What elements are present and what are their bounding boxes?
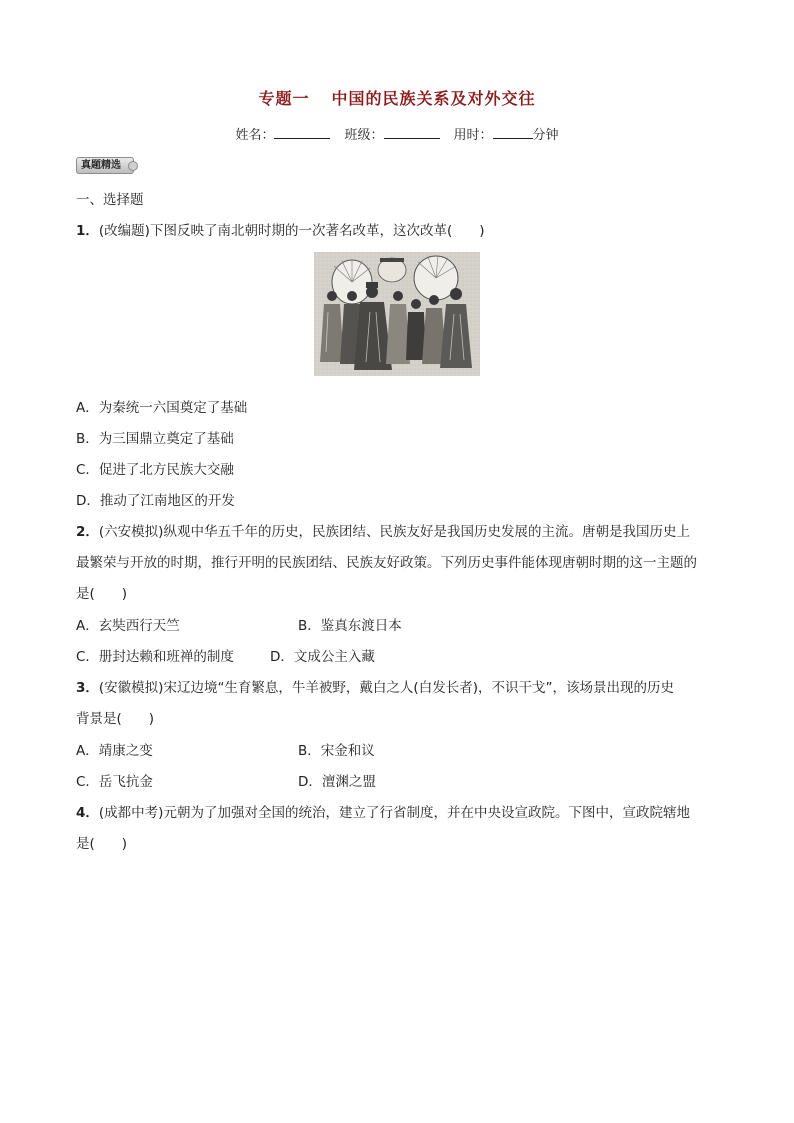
question-2-option-c[interactable]: C．册封达赖和班禅的制度 <box>76 649 234 665</box>
question-2-option-d[interactable]: D．文成公主入藏 <box>270 649 375 665</box>
question-3-option-d[interactable]: D．澶渊之盟 <box>298 774 376 790</box>
question-2-option-a[interactable]: A．玄奘西行天竺 <box>76 618 180 634</box>
time-label: 用时： <box>453 128 493 143</box>
question-1-option-a[interactable]: A．为秦统一六国奠定了基础 <box>76 400 248 416</box>
question-1-option-c[interactable]: C．促进了北方民族大交融 <box>76 462 234 478</box>
question-1-stem <box>76 219 484 239</box>
student-info-row <box>0 124 794 143</box>
question-1-number: 1． <box>76 223 99 239</box>
question-1-option-b[interactable]: B．为三国鼎立奠定了基础 <box>76 431 234 447</box>
time-unit: 分钟 <box>532 128 559 143</box>
name-blank[interactable] <box>274 126 330 139</box>
question-1-line-1: (改编题)下图反映了南北朝时期的一次著名改革，这次改革( ) <box>98 223 485 239</box>
question-4-line-1: (成都中考)元朝为了加强对全国的统治，建立了行省制度，并在中央设宣政院。下图中，宣政院辖地 <box>98 805 690 821</box>
question-4-number: 4． <box>76 805 99 821</box>
question-2-stem-line-1 <box>76 520 690 540</box>
question-2-number: 2． <box>76 524 99 540</box>
name-label: 姓名： <box>235 128 275 143</box>
question-3-option-c[interactable]: C．岳飞抗金 <box>76 774 153 790</box>
question-3-number: 3． <box>76 680 99 696</box>
question-4-stem-line-1 <box>76 801 690 821</box>
section-tag: 真题精选 <box>76 157 134 174</box>
question-2-option-b[interactable]: B．鉴真东渡日本 <box>298 618 402 634</box>
question-3-line-2: 背景是( ) <box>76 711 155 727</box>
question-3-line-1: (安徽模拟)宋辽边境“生育繁息，牛羊被野，戴白之人(白发长者)，不识干戈”，该场景出现的历史 <box>98 680 674 696</box>
page-title <box>0 86 794 109</box>
question-4-line-2: 是( ) <box>76 836 128 852</box>
title-topic-number: 专题一 <box>258 89 310 108</box>
question-2-line-3: 是( ) <box>76 586 128 602</box>
question-3-option-a[interactable]: A．靖康之变 <box>76 743 153 759</box>
question-3-stem-line-1 <box>76 676 674 696</box>
question-1-figure <box>314 252 480 376</box>
class-blank[interactable] <box>384 126 440 139</box>
time-blank[interactable] <box>493 126 533 139</box>
class-label: 班级： <box>344 128 384 143</box>
title-topic-name: 中国的民族关系及对外交往 <box>331 89 536 108</box>
section-heading: 一、选择题 <box>76 192 144 208</box>
question-2-line-2: 最繁荣与开放的时期，推行开明的民族团结、民族友好政策。下列历史事件能体现唐朝时期的这一主题的 <box>76 555 697 571</box>
question-2-line-1: (六安模拟)纵观中华五千年的历史，民族团结、民族友好是我国历史发展的主流。唐朝是我国历史上 <box>98 524 690 540</box>
question-1-option-d[interactable]: D．推动了江南地区的开发 <box>76 493 235 509</box>
question-3-option-b[interactable]: B．宋金和议 <box>298 743 375 759</box>
